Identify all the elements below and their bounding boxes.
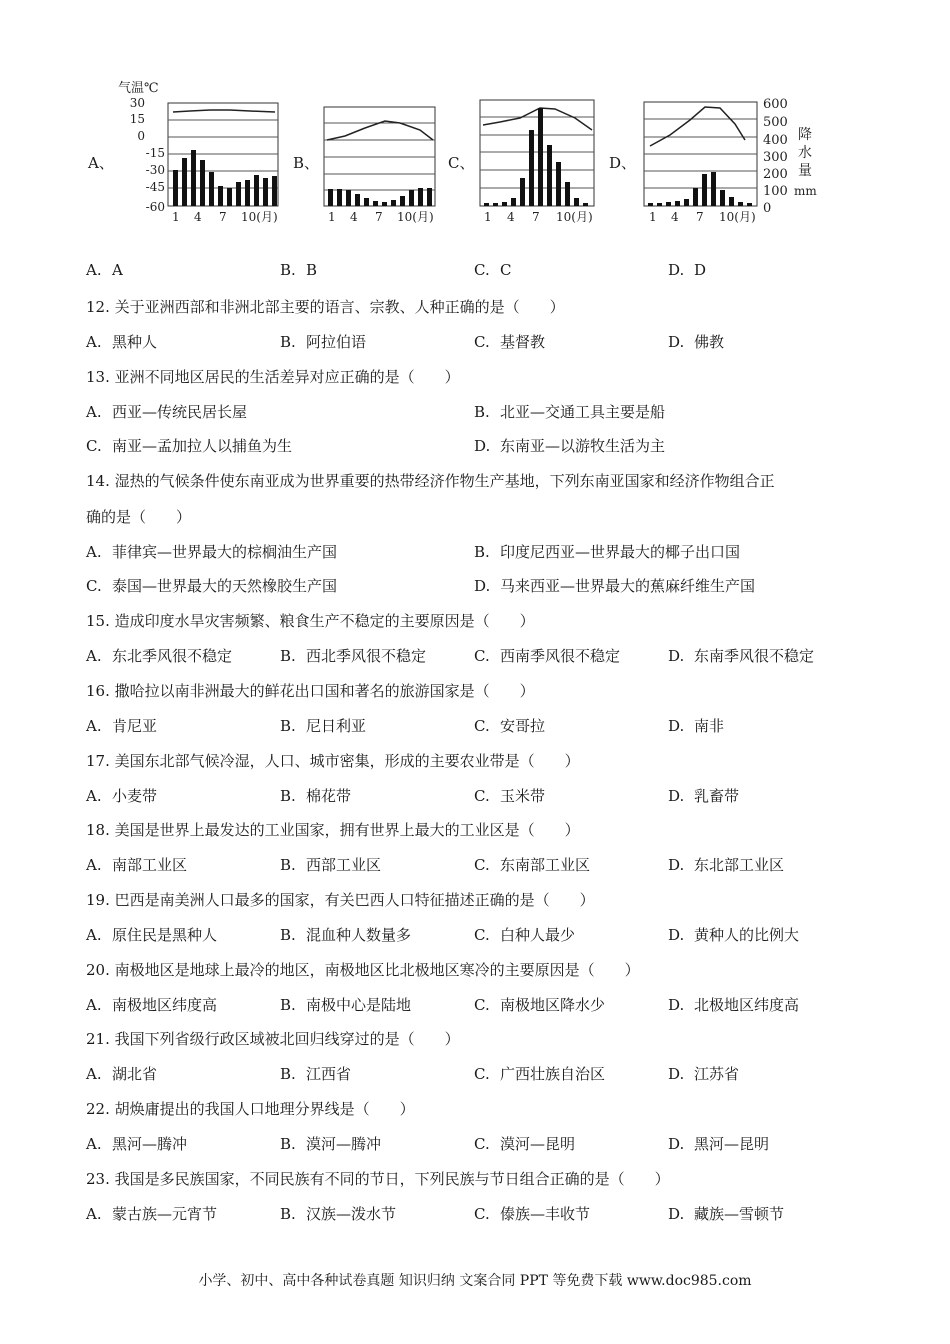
q21-option-d[interactable]: D. 江苏省	[668, 1065, 740, 1083]
month-tick: 7	[375, 210, 383, 224]
month-tick: 1	[328, 210, 336, 224]
temp-tick: -30	[145, 163, 165, 177]
q16-option-a[interactable]: A. 肯尼亚	[86, 717, 158, 735]
q15-option-a[interactable]: A. 东北季风很不稳定	[86, 647, 233, 665]
question-17-stem: 17. 美国东北部气候冷湿，人口、城市密集，形成的主要农业带是（ ）	[86, 752, 580, 770]
q16-option-d[interactable]: D. 南非	[668, 717, 725, 735]
month-tick: 10(月)	[719, 210, 756, 224]
q11-option-d[interactable]: D. D	[668, 261, 707, 279]
climate-chart-a	[118, 81, 278, 224]
question-18-stem: 18. 美国是世界上最发达的工业国家，拥有世界上最大的工业区是（ ）	[86, 821, 580, 839]
question-14-stem-cont: 确的是（ ）	[86, 508, 192, 526]
question-19-stem: 19. 巴西是南美洲人口最多的国家，有关巴西人口特征描述正确的是（ ）	[86, 891, 595, 909]
q12-option-a[interactable]: A. 黑种人	[86, 333, 158, 351]
temp-tick: 30	[129, 96, 145, 110]
q23-option-c[interactable]: C. 傣族—丰收节	[474, 1205, 591, 1223]
q12-option-b[interactable]: B. 阿拉伯语	[280, 333, 367, 351]
q23-option-d[interactable]: D. 藏族—雪顿节	[668, 1205, 785, 1223]
q23-option-a[interactable]: A. 蒙古族—元宵节	[86, 1205, 218, 1223]
precip-tick: 600	[763, 97, 788, 112]
q18-option-b[interactable]: B. 西部工业区	[280, 856, 382, 874]
q22-option-d[interactable]: D. 黑河—昆明	[668, 1135, 770, 1153]
q22-option-b[interactable]: B. 漠河—腾冲	[280, 1135, 382, 1153]
precip-title-char: 降	[798, 127, 812, 143]
month-tick: 7	[532, 210, 540, 224]
q23-option-b[interactable]: B. 汉族—泼水节	[280, 1205, 397, 1223]
q14-option-a[interactable]: A. 菲律宾—世界最大的棕榈油生产国	[86, 543, 338, 561]
precip-tick: 400	[763, 133, 788, 148]
q17-option-c[interactable]: C. 玉米带	[474, 787, 546, 805]
month-tick: 7	[219, 210, 227, 224]
q19-option-a[interactable]: A. 原住民是黑种人	[86, 926, 218, 944]
q12-option-d[interactable]: D. 佛教	[668, 333, 725, 351]
month-tick: 1	[484, 210, 492, 224]
precip-tick: 300	[763, 150, 788, 165]
q13-option-c[interactable]: C. 南亚—孟加拉人以捕鱼为生	[86, 437, 293, 455]
q11-option-b[interactable]: B. B	[280, 261, 318, 279]
climate-chart-d	[644, 97, 817, 224]
question-22-stem: 22. 胡焕庸提出的我国人口地理分界线是（ ）	[86, 1100, 415, 1118]
precip-tick: 0	[763, 201, 772, 216]
question-14-stem: 14. 湿热的气候条件使东南亚成为世界重要的热带经济作物生产基地，下列东南亚国家和经济作物组合正	[86, 472, 775, 490]
temp-tick: 0	[137, 129, 145, 143]
q13-option-a[interactable]: A. 西亚—传统民居长屋	[86, 403, 248, 421]
month-tick: 10(月)	[241, 210, 278, 224]
question-12-stem: 12. 关于亚洲西部和非洲北部主要的语言、宗教、人种正确的是（ ）	[86, 298, 565, 316]
question-21-stem: 21. 我国下列省级行政区域被北回归线穿过的是（ ）	[86, 1030, 460, 1048]
q19-option-c[interactable]: C. 白种人最少	[474, 926, 576, 944]
question-15-stem: 15. 造成印度水旱灾害频繁、粮食生产不稳定的主要原因是（ ）	[86, 612, 535, 630]
q22-option-a[interactable]: A. 黑河—腾冲	[86, 1135, 188, 1153]
q11-option-c[interactable]: C. C	[474, 261, 512, 279]
precip-tick: 100	[763, 184, 788, 199]
temp-tick: 15	[129, 112, 145, 126]
q17-option-b[interactable]: B. 棉花带	[280, 787, 352, 805]
precip-title-char: 量	[798, 163, 812, 179]
q15-option-b[interactable]: B. 西北季风很不稳定	[280, 647, 427, 665]
q15-option-d[interactable]: D. 东南季风很不稳定	[668, 647, 815, 665]
q17-option-a[interactable]: A. 小麦带	[86, 787, 158, 805]
precip-tick: 500	[763, 115, 788, 130]
q18-option-d[interactable]: D. 东北部工业区	[668, 856, 785, 874]
precip-title-char: 水	[798, 145, 812, 161]
q14-option-b[interactable]: B. 印度尼西亚—世界最大的椰子出口国	[474, 543, 741, 561]
q12-option-c[interactable]: C. 基督教	[474, 333, 546, 351]
climate-charts	[0, 0, 950, 235]
q19-option-d[interactable]: D. 黄种人的比例大	[668, 926, 800, 944]
q17-option-d[interactable]: D. 乳畜带	[668, 787, 740, 805]
q20-option-b[interactable]: B. 南极中心是陆地	[280, 996, 412, 1014]
q21-option-a[interactable]: A. 湖北省	[86, 1065, 158, 1083]
temp-tick: -45	[145, 180, 165, 194]
temp-tick: -60	[145, 200, 165, 214]
month-tick: 7	[696, 210, 704, 224]
month-tick: 4	[350, 210, 358, 224]
q22-option-c[interactable]: C. 漠河—昆明	[474, 1135, 576, 1153]
month-tick: 10(月)	[556, 210, 593, 224]
chart-label-a: A、	[88, 154, 114, 172]
page-footer: 小学、初中、高中各种试卷真题 知识归纳 文案合同 PPT 等免费下载 www.doc985.com	[198, 1273, 752, 1289]
q20-option-c[interactable]: C. 南极地区降水少	[474, 996, 606, 1014]
temp-tick: -15	[145, 146, 165, 160]
q14-option-d[interactable]: D. 马来西亚—世界最大的蕉麻纤维生产国	[474, 577, 756, 595]
precip-tick: 200	[763, 167, 788, 182]
month-tick: 4	[671, 210, 679, 224]
climate-chart-c	[480, 100, 594, 224]
q14-option-c[interactable]: C. 泰国—世界最大的天然橡胶生产国	[86, 577, 338, 595]
chart-label-b: B、	[293, 154, 320, 172]
q21-option-c[interactable]: C. 广西壮族自治区	[474, 1065, 606, 1083]
q21-option-b[interactable]: B. 江西省	[280, 1065, 352, 1083]
q13-option-d[interactable]: D. 东南亚—以游牧生活为主	[474, 437, 666, 455]
month-tick: 4	[507, 210, 515, 224]
question-23-stem: 23. 我国是多民族国家，不同民族有不同的节日，下列民族与节日组合正确的是（ ）	[86, 1170, 670, 1188]
question-16-stem: 16. 撒哈拉以南非洲最大的鲜花出口国和著名的旅游国家是（ ）	[86, 682, 535, 700]
month-tick: 1	[649, 210, 657, 224]
month-tick: 1	[172, 210, 180, 224]
q18-option-a[interactable]: A. 南部工业区	[86, 856, 188, 874]
month-tick: 10(月)	[397, 210, 434, 224]
q11-option-a[interactable]: A. A	[86, 261, 123, 279]
q15-option-c[interactable]: C. 西南季风很不稳定	[474, 647, 621, 665]
chart-label-d: D、	[609, 154, 637, 172]
q13-option-b[interactable]: B. 北亚—交通工具主要是船	[474, 403, 666, 421]
question-20-stem: 20. 南极地区是地球上最冷的地区，南极地区比北极地区寒冷的主要原因是（ ）	[86, 961, 640, 979]
q16-option-b[interactable]: B. 尼日利亚	[280, 717, 367, 735]
q16-option-c[interactable]: C. 安哥拉	[474, 717, 546, 735]
temp-axis-title: 气温℃	[118, 81, 159, 96]
q20-option-a[interactable]: A. 南极地区纬度高	[86, 996, 218, 1014]
q18-option-c[interactable]: C. 东南部工业区	[474, 856, 591, 874]
chart-label-c: C、	[448, 154, 475, 172]
q20-option-d[interactable]: D. 北极地区纬度高	[668, 996, 800, 1014]
precip-unit: mm	[794, 184, 817, 198]
question-13-stem: 13. 亚洲不同地区居民的生活差异对应正确的是（ ）	[86, 368, 460, 386]
month-tick: 4	[194, 210, 202, 224]
climate-chart-b	[324, 107, 435, 224]
q19-option-b[interactable]: B. 混血种人数量多	[280, 926, 412, 944]
